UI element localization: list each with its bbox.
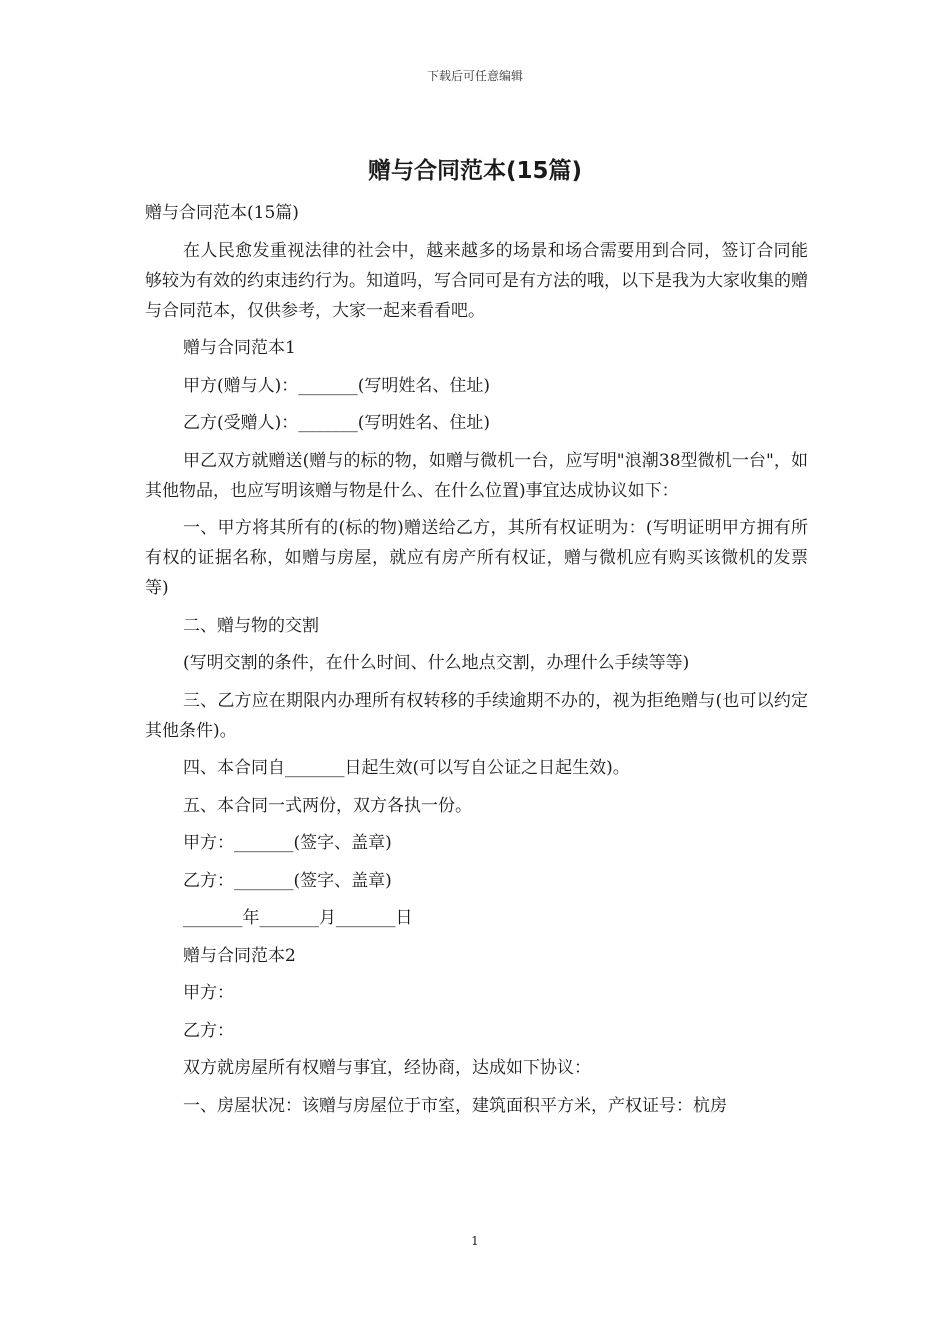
paragraph: 乙方(受赠人)：_______(写明姓名、住址): [183, 413, 491, 433]
paragraph: 赠与合同范本1: [183, 338, 296, 358]
paragraph: 赠与合同范本(15篇): [145, 203, 299, 223]
paragraph: 甲方(赠与人)：_______(写明姓名、住址): [183, 375, 491, 396]
document-body: [145, 198, 808, 1128]
header-note: 下载后可任意编辑: [426, 69, 523, 83]
paragraph: 二、赠与物的交割: [183, 615, 319, 636]
paragraph: _______年_______月_______日: [183, 908, 413, 928]
paragraph: 赠与合同范本2: [183, 945, 296, 966]
paragraph: (写明交割的条件，在什么时间、什么地点交割，办理什么手续等等): [183, 653, 690, 673]
paragraph: 四、本合同自_______日起生效(可以写自公证之日起生效)。: [183, 758, 630, 778]
paragraph: 一、房屋状况：该赠与房屋位于市室，建筑面积平方米，产权证号：杭房: [183, 1095, 727, 1116]
paragraph: 甲方：: [183, 983, 234, 1003]
document-title: 赠与合同范本(15篇): [367, 158, 583, 184]
paragraph: 乙方：: [183, 1020, 234, 1041]
paragraph: 五、本合同一式两份，双方各执一份。: [183, 795, 472, 816]
paragraph: 乙方：_______(签字、盖章): [183, 870, 392, 891]
paragraph: 双方就房屋所有权赠与事宜，经协商，达成如下协议：: [183, 1058, 591, 1078]
paragraph: 甲乙双方就赠送(赠与的标的物，如赠与微机一台，应写明"浪潮38型微机一台"，如其他物品，也应写明该赠与物是什么、在什么位置)事宜达成协议如下：: [145, 450, 808, 501]
paragraph: 三、乙方应在期限内办理所有权转移的手续逾期不办的，视为拒绝赠与(也可以约定其他条件)。: [145, 690, 808, 741]
paragraph: 甲方：_______(签字、盖章): [183, 833, 392, 853]
paragraph: 一、甲方将其所有的(标的物)赠送给乙方，其所有权证明为：(写明证明甲方拥有所有权的证据名称，如赠与房屋，就应有房产所有权证，赠与微机应有购买该微机的发票等): [145, 518, 808, 598]
paragraph: 在人民愈发重视法律的社会中，越来越多的场景和场合需要用到合同，签订合同能够较为有效的约束违约行为。知道吗，写合同可是有方法的哦，以下是我为大家收集的赠与合同范本，仅供参考，大家一起来看看吧。: [145, 240, 808, 321]
page-number: 1: [471, 1234, 479, 1248]
